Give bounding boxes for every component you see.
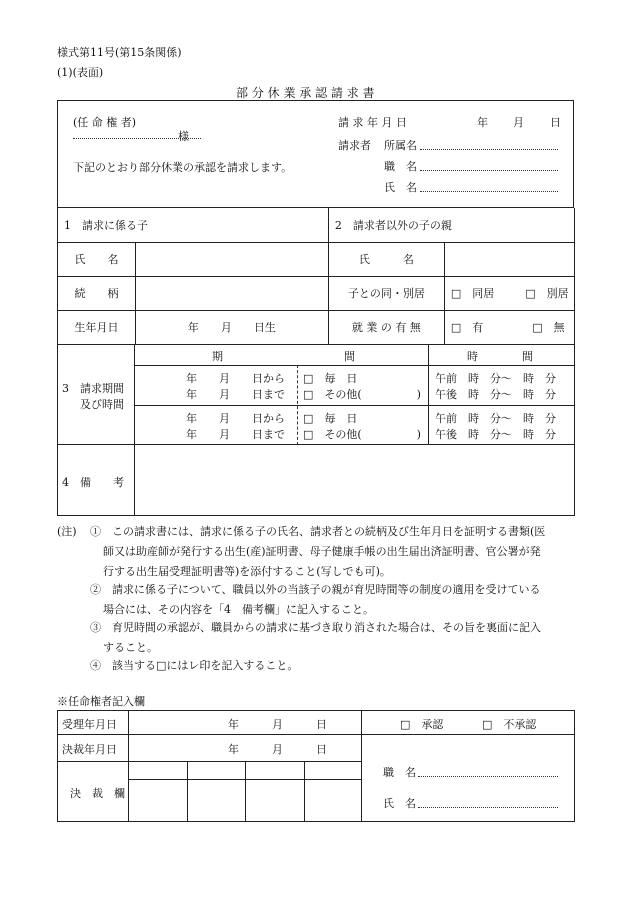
approval-label: 決 裁 欄: [70, 787, 125, 800]
main-table: [57, 208, 575, 345]
child-name-field[interactable]: [136, 242, 329, 276]
row1-to[interactable]: 年 月 日まで: [186, 388, 285, 401]
employ-opt-yes[interactable]: □ 有: [450, 321, 484, 334]
period-header: 期 間: [212, 350, 355, 363]
section3-title-2: 及び時間: [80, 398, 124, 411]
row2-other[interactable]: □ その他( ): [303, 428, 421, 441]
appointer-section-title: ※任命権者記入欄: [57, 695, 145, 708]
form-number: 様式第11号(第15条関係): [57, 46, 182, 59]
child-name-label: 氏 名: [58, 242, 136, 276]
cohabit-opt-together[interactable]: □ 同居: [450, 287, 495, 300]
row1-daily[interactable]: □ 毎 日: [303, 372, 358, 385]
decision-date[interactable]: 年 月 日: [228, 743, 327, 756]
note1-line2: 師又は助産師が発行する出生(産)証明書、母子健康手帳の出生届出済証明書、官公署が発: [103, 545, 541, 558]
birth-label: 生年月日: [58, 310, 136, 344]
decision-label: 決裁年月日: [62, 743, 117, 756]
section3-title-1: 3 請求期間: [62, 382, 124, 395]
approve-checkbox[interactable]: □ 承認: [400, 718, 444, 731]
row2-am[interactable]: 午前 時 分～ 時 分: [435, 412, 556, 425]
job-field[interactable]: [420, 170, 558, 171]
year-label: 年: [477, 116, 488, 129]
section2-title: 2 請求者以外の子の親: [328, 208, 574, 242]
receipt-label: 受理年月日: [62, 718, 117, 731]
affiliation-field[interactable]: [420, 149, 558, 150]
note2-line1: ② 請求に係る子について、職員以外の当該子の親が育児時間等の制度の適用を受けている: [90, 583, 541, 596]
day-label: 日: [550, 116, 561, 129]
affiliation-label: 所属名: [384, 139, 417, 152]
appointer-name-label: 氏 名: [383, 797, 416, 810]
cohabit-opt-separate[interactable]: □ 別居: [525, 287, 569, 300]
employ-label: 就 業 の 有 無: [328, 310, 444, 344]
parent-name-label: 氏 名: [328, 242, 444, 276]
appointer-job-field[interactable]: [418, 776, 558, 777]
receipt-date[interactable]: 年 月 日: [228, 718, 327, 731]
appointer-job-label: 職 名: [383, 766, 416, 779]
remarks-field[interactable]: [140, 450, 570, 510]
form-side: (1)(表面): [57, 66, 104, 79]
request-date-label: 請 求 年 月 日: [338, 116, 407, 129]
sama-label: 様: [178, 130, 189, 143]
note1-line1: ① この請求書には、請求に係る子の氏名、請求者との続柄及び生年月日を証明する書類(医: [90, 525, 546, 538]
row2-from[interactable]: 年 月 日から: [186, 412, 285, 425]
note4-line1: ④ 該当する□にはレ印を記入すること。: [90, 659, 299, 672]
month-label: 月: [513, 116, 524, 129]
name-label: 氏 名: [384, 181, 417, 194]
cohabit-label: 子との同・別居: [328, 276, 444, 310]
appointer-name-field[interactable]: [418, 807, 558, 808]
parent-name-field[interactable]: [444, 242, 574, 276]
request-text: 下記のとおり部分休業の承認を請求します。: [73, 161, 293, 174]
job-label: 職 名: [384, 160, 417, 173]
appointer-label: (任 命 権 者): [73, 116, 137, 129]
requester-label: 請求者: [338, 139, 371, 152]
note3-line2: すること。: [103, 641, 158, 654]
employ-options[interactable]: [444, 310, 574, 344]
notes-label: (注): [57, 525, 77, 538]
row1-from[interactable]: 年 月 日から: [186, 372, 285, 385]
note1-line3: 行する出生届受理証明書等)を添付すること(写しでも可)。: [103, 565, 391, 578]
relation-field[interactable]: [136, 276, 329, 310]
disapprove-checkbox[interactable]: □ 不承認: [482, 718, 537, 731]
birth-field[interactable]: 年 月 日生: [136, 310, 329, 344]
relation-label: 続 柄: [58, 276, 136, 310]
row2-daily[interactable]: □ 毎 日: [303, 412, 358, 425]
page-title: 部 分 休 業 承 認 請 求 書: [236, 86, 375, 100]
employ-opt-no[interactable]: □ 無: [532, 321, 565, 334]
row1-other[interactable]: □ その他( ): [303, 388, 421, 401]
cohabit-options[interactable]: [444, 276, 574, 310]
note2-line2: 場合には、その内容を「4 備考欄」に記入すること。: [103, 603, 374, 616]
row1-pm[interactable]: 午後 時 分～ 時 分: [435, 388, 556, 401]
name-field[interactable]: [420, 191, 558, 192]
row2-to[interactable]: 年 月 日まで: [186, 428, 285, 441]
note3-line1: ③ 育児時間の承認が、職員からの請求に基づき取り消された場合は、その旨を裏面に記入: [90, 621, 541, 634]
row1-am[interactable]: 午前 時 分～ 時 分: [435, 372, 556, 385]
section4-title: 4 備 考: [62, 476, 124, 489]
section1-title: 1 請求に係る子: [58, 208, 329, 242]
row2-pm[interactable]: 午後 時 分～ 時 分: [435, 428, 556, 441]
time-header: 時 間: [467, 350, 533, 363]
